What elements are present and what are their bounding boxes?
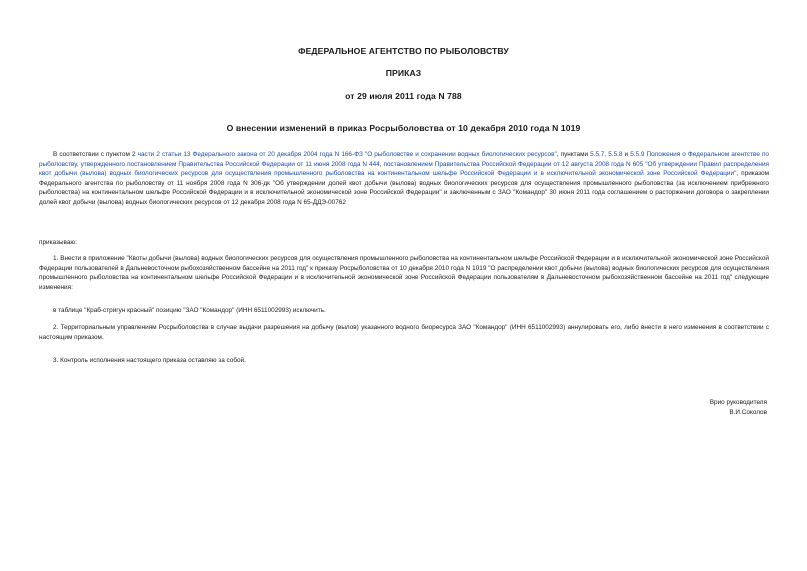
- intro-text-1: В соответствии с пунктом 2: [53, 151, 138, 158]
- doc-type-heading: ПРИКАЗ: [385, 68, 422, 78]
- date-number-heading: от 29 июля 2011 года N 788: [345, 91, 462, 101]
- intro-text-3: и: [622, 151, 631, 158]
- item-1-change: в таблице "Краб-стригун красный" позицию "ЗАО "Командор" (ИНН 6511002993) исключить.: [53, 307, 326, 314]
- document-title: О внесении изменений в приказ Росрыболовства от 10 декабря 2010 года N 1019: [226, 123, 581, 133]
- agency-regulation-link[interactable]: 5.5.9 Положения о Федеральном агентстве по рыболовству, утвержденного постановлением Правительства Российской Федерации от 11 июня 2008 года N 444: [39, 151, 769, 168]
- government-decree-link[interactable]: постановлением Правительства Российской Федерации от 12 августа 2008 года N 605 "Об утверждении Правил распределения квот добычи (вылова) водных биологических ресурсов для осуществления промышленного рыболовства на континентальном шельфе Российской Федерации и в исключительной экономической зоне Российской Федерации": [39, 160, 769, 178]
- intro-paragraph: [39, 150, 769, 208]
- agency-heading: ФЕДЕРАЛЬНОЕ АГЕНТСТВО ПО РЫБОЛОВСТВУ: [298, 46, 509, 56]
- item-1: 1. Внести в приложение "Квоты добычи (вылова) водных биологических ресурсов для осуществления промышленного рыболовства на континентальном шельфе Российской Федерации и в исключительной экономической зоне Российской Федерации пользователей в Дальневосточном рыбохозяйственном бассейне на 2011 год" к приказу Росрыболовства от 10 декабря 2010 года N 1019 "О распределении квот добычи (вылова) водных биологических ресурсов для осуществления промышленного рыболовства на континентальном шельфе Российской Федерации и в исключительной экономической зоне Российской Федерации пользователям в Дальневосточном рыбохозяйственном бассейне на 2011 год" следующие изменения:: [39, 255, 769, 291]
- intro-text-4: ,: [379, 160, 384, 168]
- item-2: 2. Территориальным управлениям Росрыболовства в случае выдачи разрешения на добычу (вылов) указанного водного биоресурса ЗАО "Командор" (ИНН 6511002993) аннулировать его, либо внести в него изменения в соответствии с настоящим приказом.: [39, 324, 769, 341]
- item-3: 3. Контроль исполнения настоящего приказа оставляю за собой.: [53, 357, 246, 364]
- signatory-name: В.И.Соколов: [729, 409, 767, 416]
- intro-text-5: , приказом Федерального агентства по рыболовству от 11 ноября 2008 года N 306-дк "Об утверждении долей квот добычи (вылова) водных биологических ресурсов для осуществления промышленного рыболовства (за исключением прибрежного рыболовства) на континентальном шельфе Российской Федерации и в исключительной экономической зоне Российской Федерации" и заключенным с ЗАО "Командор" 30 июня 2011 года соглашением о расторжении договора о закреплении долей квот добычи (вылова) водных биологических ресурсов от 12 декабря 2008 года N 65-ДДЭ-00762: [39, 170, 769, 206]
- order-statement: приказываю:: [39, 239, 77, 246]
- regulation-points-link[interactable]: 5.5.7, 5.5.8: [590, 151, 623, 158]
- intro-text-2: , пунктами: [556, 151, 591, 158]
- signatory-position: Врио руководителя: [709, 399, 767, 406]
- law-link[interactable]: части 2 статьи 13 Федерального закона от 20 декабря 2004 года N 166-ФЗ "О рыболовстве и сохранении водных биологических ресурсов": [137, 151, 557, 158]
